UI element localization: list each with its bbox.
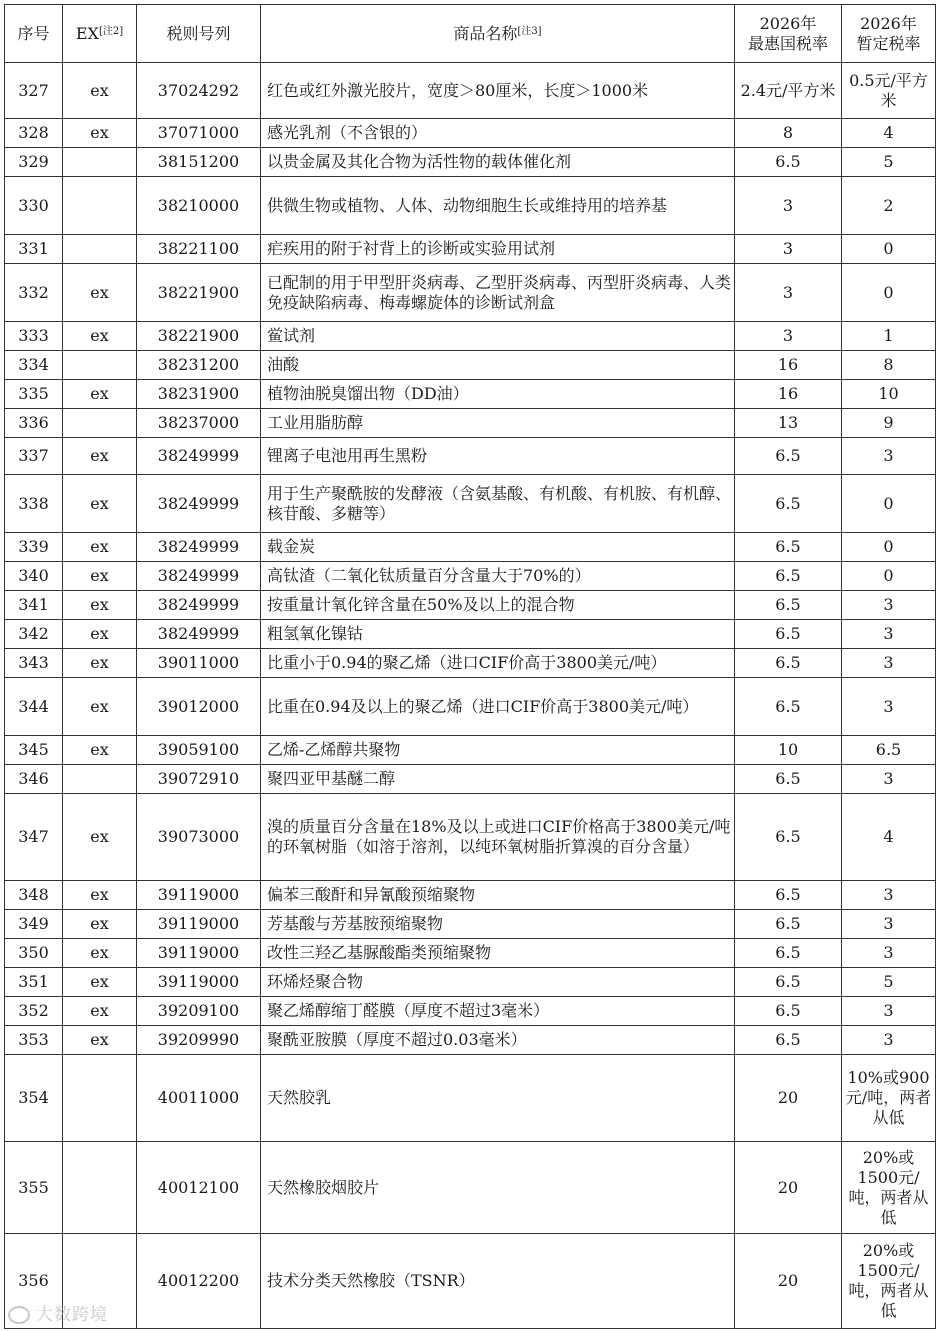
table-row (5, 765, 936, 794)
cell-name: 按重量计氧化锌含量在50%及以上的混合物 (261, 591, 735, 620)
cell-provisional-rate: 3 (842, 1026, 936, 1055)
cell-mfn-rate: 6.5 (735, 475, 842, 533)
cell-provisional-rate: 10%或900元/吨，两者从低 (842, 1055, 936, 1142)
cell-name: 粗氢氧化镍钴 (261, 620, 735, 649)
cell-ex: ex (63, 910, 137, 939)
cell-code: 38221900 (137, 322, 261, 351)
cell-mfn-rate: 16 (735, 380, 842, 409)
cell-seq: 337 (5, 438, 63, 475)
cell-code: 40012100 (137, 1142, 261, 1234)
cell-seq: 351 (5, 968, 63, 997)
cell-name: 鲎试剂 (261, 322, 735, 351)
cell-mfn-rate: 6.5 (735, 620, 842, 649)
cell-name: 已配制的用于甲型肝炎病毒、乙型肝炎病毒、丙型肝炎病毒、人类免疫缺陷病毒、梅毒螺旋体的诊断试剂盒 (261, 264, 735, 322)
cell-code: 38249999 (137, 562, 261, 591)
cell-mfn-rate: 10 (735, 736, 842, 765)
table-row (5, 409, 936, 438)
cell-provisional-rate: 3 (842, 438, 936, 475)
table-row (5, 63, 936, 119)
table-row (5, 591, 936, 620)
cell-name: 供微生物或植物、人体、动物细胞生长或维持用的培养基 (261, 177, 735, 235)
cell-provisional-rate: 6.5 (842, 736, 936, 765)
cell-mfn-rate: 6.5 (735, 765, 842, 794)
cell-name: 天然胶乳 (261, 1055, 735, 1142)
cell-mfn-rate: 20 (735, 1142, 842, 1234)
cell-name: 改性三羟乙基脲酸酯类预缩聚物 (261, 939, 735, 968)
cell-mfn-rate: 6.5 (735, 968, 842, 997)
cell-provisional-rate: 1 (842, 322, 936, 351)
header-name-note: [注3] (517, 25, 542, 37)
cell-provisional-rate: 3 (842, 997, 936, 1026)
cell-ex: ex (63, 620, 137, 649)
cell-code: 40011000 (137, 1055, 261, 1142)
table-row (5, 264, 936, 322)
table-row (5, 1026, 936, 1055)
table-row (5, 235, 936, 264)
table-row (5, 968, 936, 997)
header-row (5, 5, 936, 63)
cell-code: 39059100 (137, 736, 261, 765)
cell-provisional-rate: 3 (842, 910, 936, 939)
cell-name: 以贵金属及其化合物为活性物的载体催化剂 (261, 148, 735, 177)
cell-mfn-rate: 2.4元/平方米 (735, 63, 842, 119)
cell-code: 37024292 (137, 63, 261, 119)
table-row (5, 351, 936, 380)
cell-mfn-rate: 6.5 (735, 148, 842, 177)
cell-provisional-rate: 5 (842, 968, 936, 997)
cell-provisional-rate: 3 (842, 649, 936, 678)
cell-provisional-rate: 4 (842, 119, 936, 148)
cell-ex: ex (63, 1026, 137, 1055)
cell-ex: ex (63, 475, 137, 533)
cell-ex: ex (63, 591, 137, 620)
cell-mfn-rate: 6.5 (735, 881, 842, 910)
cell-name: 红色或红外激光胶片，宽度＞80厘米，长度＞1000米 (261, 63, 735, 119)
cell-code: 38249999 (137, 475, 261, 533)
cell-code: 39011000 (137, 649, 261, 678)
cell-seq: 356 (5, 1234, 63, 1329)
cell-ex: ex (63, 322, 137, 351)
cell-code: 39073000 (137, 794, 261, 881)
cell-ex (63, 1055, 137, 1142)
cell-provisional-rate: 3 (842, 765, 936, 794)
cell-mfn-rate: 20 (735, 1055, 842, 1142)
cell-provisional-rate: 0 (842, 475, 936, 533)
table-row (5, 881, 936, 910)
cell-seq: 334 (5, 351, 63, 380)
cell-name: 乙烯-乙烯醇共聚物 (261, 736, 735, 765)
cell-seq: 338 (5, 475, 63, 533)
cell-provisional-rate: 2 (842, 177, 936, 235)
cell-seq: 349 (5, 910, 63, 939)
cell-ex: ex (63, 533, 137, 562)
header-seq: 序号 (5, 5, 63, 63)
cell-seq: 345 (5, 736, 63, 765)
cell-seq: 346 (5, 765, 63, 794)
cell-ex (63, 351, 137, 380)
cell-seq: 329 (5, 148, 63, 177)
tariff-table (4, 4, 936, 1329)
cell-ex: ex (63, 939, 137, 968)
table-row (5, 910, 936, 939)
cell-seq: 328 (5, 119, 63, 148)
cell-provisional-rate: 3 (842, 881, 936, 910)
cell-code: 38231200 (137, 351, 261, 380)
cell-code: 40012200 (137, 1234, 261, 1329)
cell-ex: ex (63, 264, 137, 322)
cell-provisional-rate: 3 (842, 620, 936, 649)
header-ex-note: [注2] (98, 25, 124, 37)
cell-ex (63, 1142, 137, 1234)
cell-provisional-rate: 0 (842, 562, 936, 591)
cell-name: 载金炭 (261, 533, 735, 562)
cell-name: 聚四亚甲基醚二醇 (261, 765, 735, 794)
cell-name: 锂离子电池用再生黑粉 (261, 438, 735, 475)
cell-provisional-rate: 20%或1500元/吨，两者从低 (842, 1234, 936, 1329)
cell-code: 39209100 (137, 997, 261, 1026)
cell-provisional-rate: 3 (842, 939, 936, 968)
cell-name: 植物油脱臭馏出物（DD油） (261, 380, 735, 409)
cell-ex: ex (63, 649, 137, 678)
cell-name: 芳基酸与芳基胺预缩聚物 (261, 910, 735, 939)
cell-provisional-rate: 8 (842, 351, 936, 380)
cell-mfn-rate: 6.5 (735, 1026, 842, 1055)
cell-seq: 333 (5, 322, 63, 351)
cell-mfn-rate: 6.5 (735, 438, 842, 475)
cell-seq: 331 (5, 235, 63, 264)
cell-mfn-rate: 6.5 (735, 591, 842, 620)
table-row (5, 119, 936, 148)
table-row (5, 148, 936, 177)
cell-seq: 348 (5, 881, 63, 910)
table-row (5, 380, 936, 409)
cell-code: 38151200 (137, 148, 261, 177)
table-row (5, 794, 936, 881)
watermark: 大数跨境 (8, 1300, 108, 1325)
cell-mfn-rate: 6.5 (735, 649, 842, 678)
cell-code: 39209990 (137, 1026, 261, 1055)
cell-name: 聚酰亚胺膜（厚度不超过0.03毫米） (261, 1026, 735, 1055)
cell-name: 疟疾用的附于衬背上的诊断或实验用试剂 (261, 235, 735, 264)
table-row (5, 1055, 936, 1142)
cell-seq: 336 (5, 409, 63, 438)
cell-seq: 340 (5, 562, 63, 591)
cell-code: 39119000 (137, 910, 261, 939)
cell-seq: 350 (5, 939, 63, 968)
cell-seq: 332 (5, 264, 63, 322)
cell-name: 工业用脂肪醇 (261, 409, 735, 438)
cell-ex (63, 177, 137, 235)
table-row (5, 736, 936, 765)
cell-seq: 355 (5, 1142, 63, 1234)
cell-code: 39072910 (137, 765, 261, 794)
cell-ex: ex (63, 380, 137, 409)
table-row (5, 562, 936, 591)
table-row (5, 997, 936, 1026)
cell-seq: 353 (5, 1026, 63, 1055)
cell-mfn-rate: 6.5 (735, 939, 842, 968)
cell-code: 38249999 (137, 533, 261, 562)
cell-provisional-rate: 4 (842, 794, 936, 881)
cell-ex (63, 148, 137, 177)
cell-code: 39119000 (137, 968, 261, 997)
header-ex: EX[注2] (63, 5, 137, 63)
cell-code: 38221900 (137, 264, 261, 322)
cell-name: 比重小于0.94的聚乙烯（进口CIF价高于3800美元/吨） (261, 649, 735, 678)
cell-mfn-rate: 6.5 (735, 910, 842, 939)
table-row (5, 678, 936, 736)
table-row (5, 649, 936, 678)
cell-provisional-rate: 20%或1500元/吨，两者从低 (842, 1142, 936, 1234)
cell-mfn-rate: 20 (735, 1234, 842, 1329)
cell-name: 高钛渣（二氧化钛质量百分含量大于70%的） (261, 562, 735, 591)
cell-code: 38231900 (137, 380, 261, 409)
cell-ex: ex (63, 119, 137, 148)
cell-name: 感光乳剂（不含银的） (261, 119, 735, 148)
cell-provisional-rate: 0.5元/平方米 (842, 63, 936, 119)
cell-ex: ex (63, 678, 137, 736)
cell-mfn-rate: 3 (735, 177, 842, 235)
cell-seq: 344 (5, 678, 63, 736)
cell-code: 38221100 (137, 235, 261, 264)
table-row (5, 475, 936, 533)
cell-code: 39012000 (137, 678, 261, 736)
cell-name: 偏苯三酸酐和异氰酸预缩聚物 (261, 881, 735, 910)
cell-provisional-rate: 9 (842, 409, 936, 438)
cell-mfn-rate: 6.5 (735, 533, 842, 562)
cell-seq: 354 (5, 1055, 63, 1142)
cell-mfn-rate: 13 (735, 409, 842, 438)
header-mfn-rate: 2026年 最惠国税率 (735, 5, 842, 63)
cell-name: 油酸 (261, 351, 735, 380)
cell-code: 39119000 (137, 939, 261, 968)
cell-seq: 327 (5, 63, 63, 119)
header-provisional-rate: 2026年 暂定税率 (842, 5, 936, 63)
cell-seq: 352 (5, 997, 63, 1026)
cell-mfn-rate: 6.5 (735, 562, 842, 591)
cell-seq: 335 (5, 380, 63, 409)
cell-ex: ex (63, 794, 137, 881)
cell-ex (63, 235, 137, 264)
table-row (5, 939, 936, 968)
cell-code: 37071000 (137, 119, 261, 148)
cell-mfn-rate: 6.5 (735, 678, 842, 736)
cell-code: 38210000 (137, 177, 261, 235)
cell-name: 用于生产聚酰胺的发酵液（含氨基酸、有机酸、有机胺、有机醇、核苷酸、多糖等） (261, 475, 735, 533)
cell-code: 38249999 (137, 591, 261, 620)
table-row (5, 322, 936, 351)
cell-ex: ex (63, 562, 137, 591)
cell-provisional-rate: 3 (842, 591, 936, 620)
cell-provisional-rate: 10 (842, 380, 936, 409)
cell-name: 比重在0.94及以上的聚乙烯（进口CIF价高于3800美元/吨） (261, 678, 735, 736)
cell-ex: ex (63, 438, 137, 475)
watermark-logo-icon (8, 1306, 30, 1324)
cell-ex: ex (63, 736, 137, 765)
table-body (5, 63, 936, 1329)
cell-mfn-rate: 3 (735, 235, 842, 264)
cell-ex (63, 765, 137, 794)
cell-provisional-rate: 3 (842, 678, 936, 736)
table-row (5, 1142, 936, 1234)
table-row (5, 533, 936, 562)
cell-name: 环烯烃聚合物 (261, 968, 735, 997)
cell-mfn-rate: 6.5 (735, 997, 842, 1026)
cell-seq: 347 (5, 794, 63, 881)
cell-provisional-rate: 5 (842, 148, 936, 177)
cell-mfn-rate: 8 (735, 119, 842, 148)
header-code: 税则号列 (137, 5, 261, 63)
cell-code: 38237000 (137, 409, 261, 438)
cell-name: 溴的质量百分含量在18%及以上或进口CIF价格高于3800美元/吨的环氧树脂（如溶于溶剂，以纯环氧树脂折算溴的百分含量） (261, 794, 735, 881)
cell-ex: ex (63, 63, 137, 119)
cell-mfn-rate: 16 (735, 351, 842, 380)
cell-ex: ex (63, 997, 137, 1026)
cell-name: 技术分类天然橡胶（TSNR） (261, 1234, 735, 1329)
cell-code: 38249999 (137, 438, 261, 475)
cell-name: 天然橡胶烟胶片 (261, 1142, 735, 1234)
cell-seq: 343 (5, 649, 63, 678)
cell-provisional-rate: 0 (842, 235, 936, 264)
cell-seq: 341 (5, 591, 63, 620)
header-name: 商品名称[注3] (261, 5, 735, 63)
cell-mfn-rate: 3 (735, 264, 842, 322)
cell-ex: ex (63, 881, 137, 910)
cell-provisional-rate: 0 (842, 533, 936, 562)
cell-name: 聚乙烯醇缩丁醛膜（厚度不超过3毫米） (261, 997, 735, 1026)
cell-ex: ex (63, 968, 137, 997)
cell-mfn-rate: 3 (735, 322, 842, 351)
cell-mfn-rate: 6.5 (735, 794, 842, 881)
cell-provisional-rate: 0 (842, 264, 936, 322)
cell-seq: 330 (5, 177, 63, 235)
cell-ex (63, 409, 137, 438)
cell-code: 39119000 (137, 881, 261, 910)
table-row (5, 438, 936, 475)
cell-seq: 342 (5, 620, 63, 649)
table-row (5, 620, 936, 649)
cell-code: 38249999 (137, 620, 261, 649)
table-row (5, 177, 936, 235)
cell-seq: 339 (5, 533, 63, 562)
table-row (5, 1234, 936, 1329)
